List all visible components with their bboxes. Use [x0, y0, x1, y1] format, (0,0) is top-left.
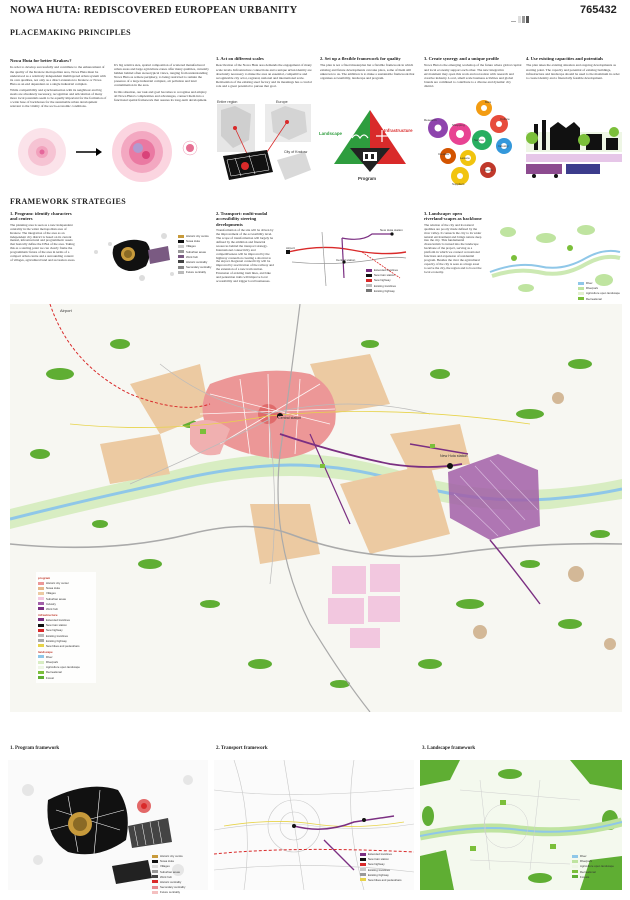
principle-3-heading: 3. Create synergy and a unique profile: [424, 56, 499, 61]
program-framework-title: 1. Program framework: [10, 746, 60, 751]
map-label-central-station: Central station: [278, 416, 302, 420]
label-city-of-krakow: City of Krakow: [284, 150, 308, 154]
label-entire-region: Entire region: [217, 100, 238, 104]
transport-framework-legend: Extended tramlines New train station New highway Existing tramlines Existing highway New bikes and pedestrians: [360, 852, 414, 883]
map-label-new-station: New Huta station: [440, 454, 468, 458]
transport-label-new-huta: New Huta station: [380, 228, 403, 232]
triangle-label-infrastructure: Infrastructure: [384, 128, 413, 133]
gear-label-industry: Industry: [498, 144, 509, 148]
intro-heading: Nowa Huta for better Krakow?: [10, 58, 72, 63]
scale-maps-diagram: [215, 100, 315, 185]
framework-title: FRAMEWORK STRATEGIES: [10, 197, 127, 206]
intro-text-4: In this situation, our task and goal becomes to recognise and employ all Nowa Huta's complexities and advantages, connect them into a functional spatial framework that assures its long-term development.: [114, 89, 208, 102]
gear-label-service: Service: [474, 138, 485, 142]
strategy-1-legend: Historic city centre Nowa Huta Villages Suburban areas Work hub Historic centrality Secondary centrality Future centrality: [178, 234, 214, 276]
strategy-1-text: The planning area is seen as a new independent centrality in the wider metropolitan area of Krakow. The integration of the area as an independent city district is based on its current mental, infrastructural and programmatic assets that basically define the DNA of the area. Taking this as a starting point we can clearly frame the programmatic future of the area in terms of a compact urban centre and a surrounding context of villages, agricultural land and recreation areas.: [10, 222, 76, 262]
gear-label-creative: Creative: [438, 152, 450, 156]
gear-label-suppliers: Suppliers: [452, 182, 465, 186]
strategy-2-legend: Extended tramlines New train station New highway Existing tramlines Existing highway: [366, 268, 416, 294]
intro-text-1: In order to develop successfully and contribute to the enhancement of the quality of the Krakow metropolitan area, Nowa Huta must be understood as a relatively independent multilayered urban system with its own qualities, not only as a direct extension to Krakow or Nowa Huta as an end dependent on a single industrial complex.: [10, 65, 106, 86]
program-strategy-map: [84, 226, 184, 288]
gear-label-goods: Goods: [484, 168, 493, 172]
nowa-huta-growth-diagram: [14, 122, 204, 184]
transport-framework-title: 2. Transport framework: [216, 746, 268, 751]
triangle-label-program: Program: [358, 176, 377, 181]
gear-label-bars: Bars: [485, 100, 492, 104]
main-map-legend: program Historic city center Nowa Huta Villages Suburban areas Industry Work hub infrastructure Extended tramlines New train station New highway Existing tramlines Existing highway New bikes and pedestrians landscape River Riverpark Agriculture open landscape Recreational Forest: [36, 572, 96, 683]
principle-2-heading: 2. Set up a flexible framework for quality: [320, 56, 401, 61]
placemaking-title: PLACEMAKING PRINCIPLES: [10, 28, 132, 37]
principle-3-text: Nowa Huta is the emerging workshop of the future where global capital and local economy support each other. The new integrative environment may open this work and recreation with research and creative industry. Local, small scale business activities and global brands are combined to contribute to a diverse and dynamic city district.: [424, 63, 522, 88]
transport-label-central-station: Central station: [336, 258, 356, 262]
triangle-label-landscape: Landscape: [319, 131, 342, 136]
entry-code: 765432: [580, 4, 617, 16]
gear-label-research: Research: [424, 118, 437, 122]
intro-text-2: While compatibility and synchronisation with its neighbour and big steels are absolutely necessary, recognition and articulation of many more local potentials seem to be equally important for the formation of a wide base of backbones for the sustainable urban development relevant to the vitality of the socio-economic conditions.: [10, 87, 107, 109]
poster-title: NOWA HUTA: REDISCOVERED EUROPEAN URBANITY: [10, 5, 298, 16]
principle-1-heading: 1. Act on different scales: [216, 56, 264, 61]
existing-capacities-illustration: [526, 110, 622, 180]
landscape-framework-title: 3. Landscape framework: [422, 746, 476, 751]
program-framework-legend: Historic city centre Nowa Huta Villages Suburban areas Work hub Historic centrality Secondary centrality Future centrality: [152, 854, 200, 896]
gear-label-leisure: Leisure: [460, 156, 470, 160]
intro-text-3: It's big relative size, spatial composition of scattered manufactured urban areas and large agriculture zones offer many qualities, currently hidden behind often stereotypical views, ranging from understanding Nowa Huta as remote periphery, to being restricted to remain the presence of a large industrial complex, air pollution and land contamination in the area.: [114, 63, 209, 88]
mini-logo: [511, 8, 529, 15]
gear-label-culture: Culture: [500, 117, 510, 121]
landscape-framework-legend: River Riverpark Agriculture open landscape Recreational Forests: [572, 854, 622, 880]
principle-2-text: The plan is not a fixed masterplan but a flexible framework in which existing and future developments can take place, some of them still unknown to us. The ambition is to make a sustainable framework that organises accessibility, landscape and program.: [320, 63, 415, 80]
strategy-2-heading: 2. Transport: multi-modal accessibility steering developments: [216, 211, 268, 227]
principle-1-text: Reactivation of the Nowa Huta area demands the engagement of many scale levels. Infrastructure connections and a unique urban identity are absolutely necessary to make the area an essential, competitive and recognizable city actor, regional, national and international scale. Reinvention of the existing steel factory and its meanings has a crucial role and a great potential to pursue that goal.: [216, 63, 312, 88]
master-plan-drawing: [10, 304, 622, 712]
principle-4-text: The plan takes the existing situation and ongoing developments as starting point. The capacity and potential of existing buildings, infrastructure and landscape should be used to the maximum in order to create identity and a financially feasible development.: [526, 63, 620, 80]
strategy-3-text: The relation of the city and its natural qualities are poorly made defined by the river valley. It connects the city to its wider natural environment and brings nature deep into the city. This fundamental characteristic is turned into the landscape backbone of the project, serving as a platform in which we connect recreational functions and expansion of residential program. Besides the river the agricultural capacity of the city is seen as a huge asset to serve the city, the region and to boost the local economy.: [424, 222, 482, 274]
label-europe: Europe: [276, 100, 288, 104]
map-label-airport: Airport: [60, 308, 72, 313]
framework-triangle-diagram: [330, 108, 410, 174]
strategy-3-heading: 3. Landscape: open riverland-scapes as backbone: [424, 211, 482, 222]
strategy-3-legend: River Riverpark Agriculture open landscape Recreational: [578, 281, 622, 302]
strategy-1-heading: 1. Program: identify characters and centers: [10, 211, 72, 222]
principle-4-heading: 4. Use existing capacities and potentials: [526, 56, 604, 61]
strategy-2-text: Transformation of the site will be driven by the improvement of the accessibility level. The scope of transformation will largely be defined by the ambition and financial resources behind the transport strategy. International connectivity and competitiveness will be improved by the highway connection creating a shortcut to the airport. Regional connectivity will be improved by reactivation of the railway and the extension of a new tram station. Extension of existing tram lines, and bike and pedestrian trails will improve local accessibility and trigger local businesses.: [216, 228, 274, 283]
transport-label-airport: Airport: [286, 246, 295, 250]
gear-label-shopping: Shopping: [452, 123, 465, 127]
main-master-plan-map: [10, 304, 622, 712]
